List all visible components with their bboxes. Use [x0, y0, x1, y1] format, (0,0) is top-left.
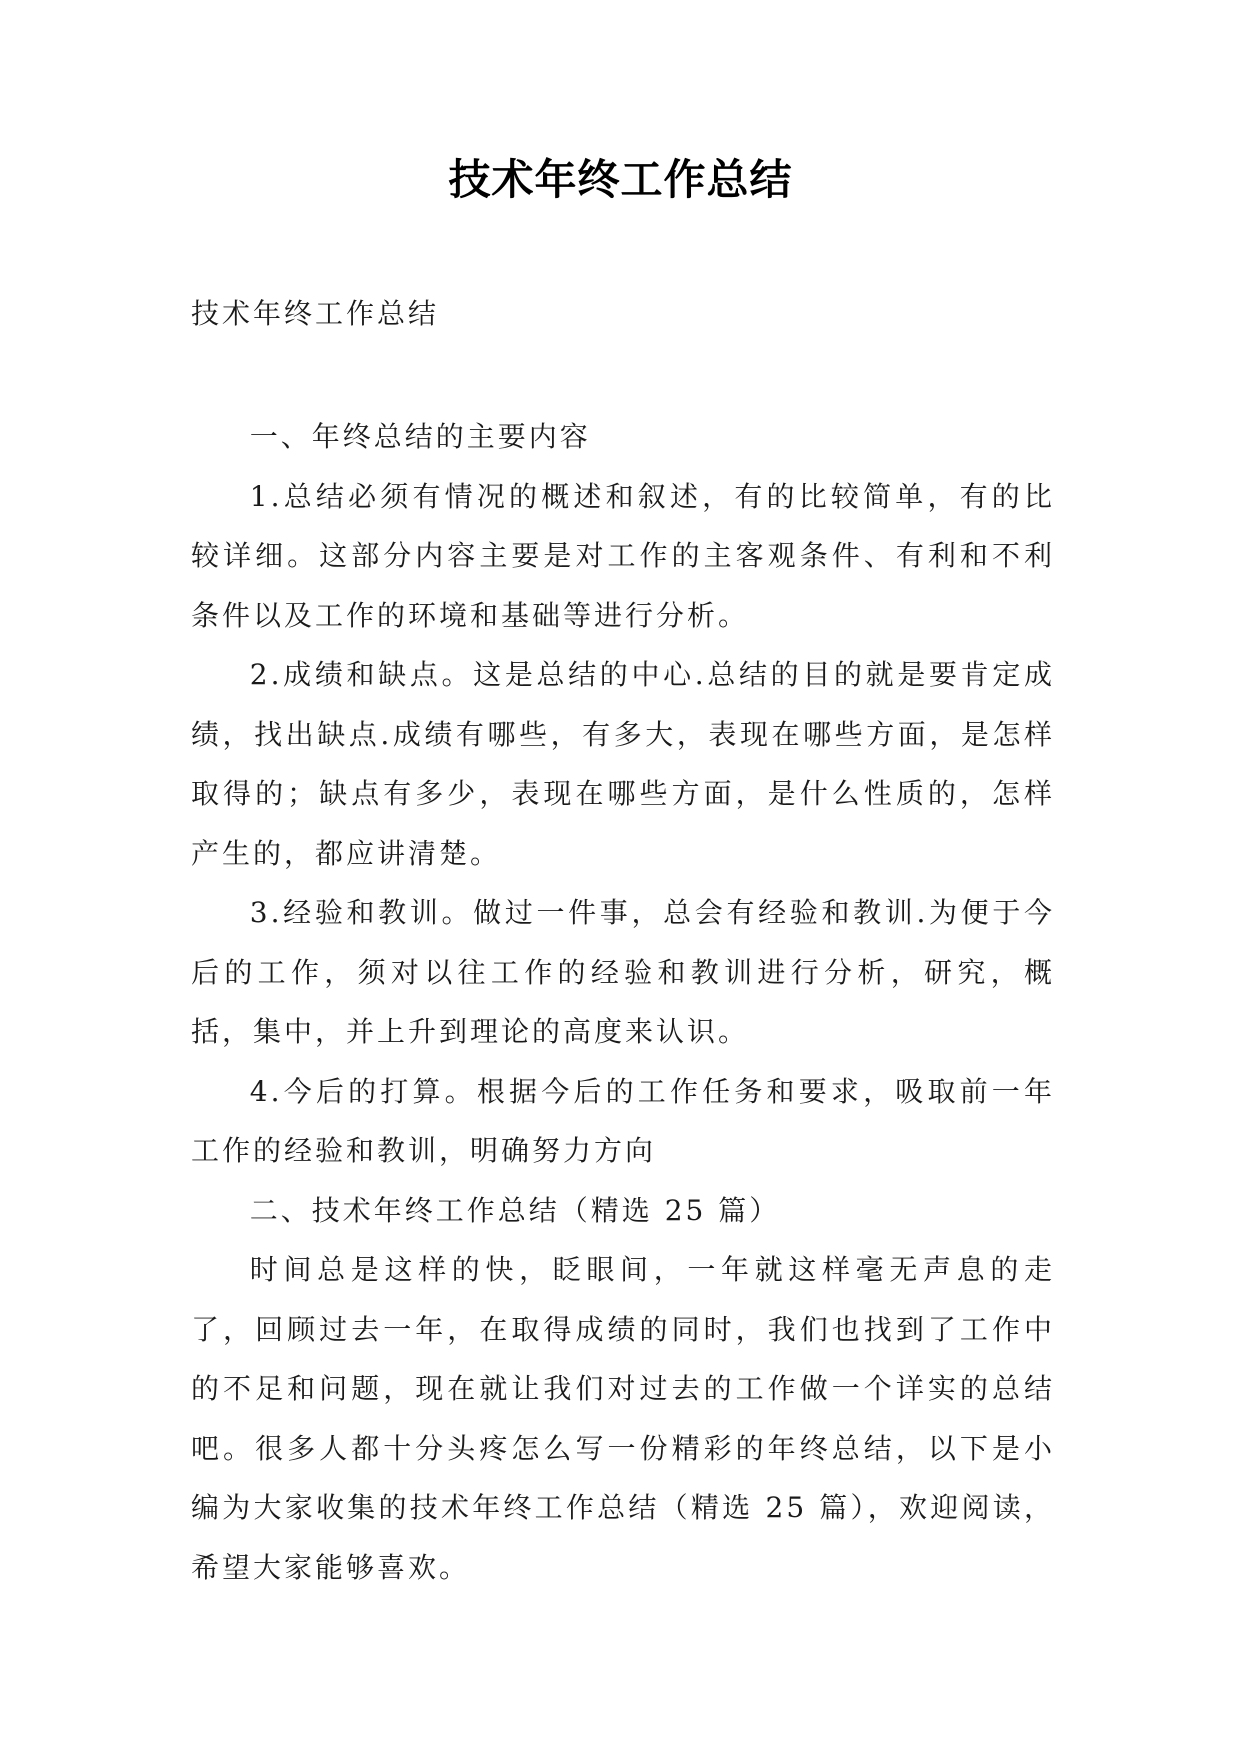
- paragraph-point-3: 3.经验和教训。做过一件事，总会有经验和教训.为便于今后的工作，须对以往工作的经验和教训进行分析，研究，概括，集中，并上升到理论的高度来认识。: [191, 896, 1055, 1048]
- document-title: 技术年终工作总结: [448, 155, 793, 204]
- paragraph-point-2: 2.成绩和缺点。这是总结的中心.总结的目的就是要肯定成绩，找出缺点.成绩有哪些，有多大，表现在哪些方面，是怎样取得的；缺点有多少，表现在哪些方面，是什么性质的，怎样产生的，都应讲清楚。: [191, 658, 1055, 870]
- paragraph-point-4: 4.今后的打算。根据今后的工作任务和要求，吸取前一年工作的经验和教训，明确努力方向: [191, 1074, 1055, 1167]
- paragraph-point-1: 1.总结必须有情况的概述和叙述，有的比较简单，有的比较详细。这部分内容主要是对工作的主客观条件、有利和不利条件以及工作的环境和基础等进行分析。: [191, 479, 1055, 632]
- section-heading-2: 二、技术年终工作总结（精选 25 篇）: [249, 1193, 781, 1227]
- document-subtitle: 技术年终工作总结: [191, 297, 440, 330]
- document-body: [191, 407, 1055, 1597]
- paragraph-intro: 时间总是这样的快，眨眼间，一年就这样毫无声息的走了，回顾过去一年，在取得成绩的同时，我们也找到了工作中的不足和问题，现在就让我们对过去的工作做一个详实的总结吧。很多人都十分头疼怎么写一份精彩的年终总结，以下是小编为大家收集的技术年终工作总结（精选 25 篇），欢迎阅读，希望大家能够喜欢。: [191, 1253, 1055, 1584]
- section-heading-1: 一、年终总结的主要内容: [249, 420, 591, 453]
